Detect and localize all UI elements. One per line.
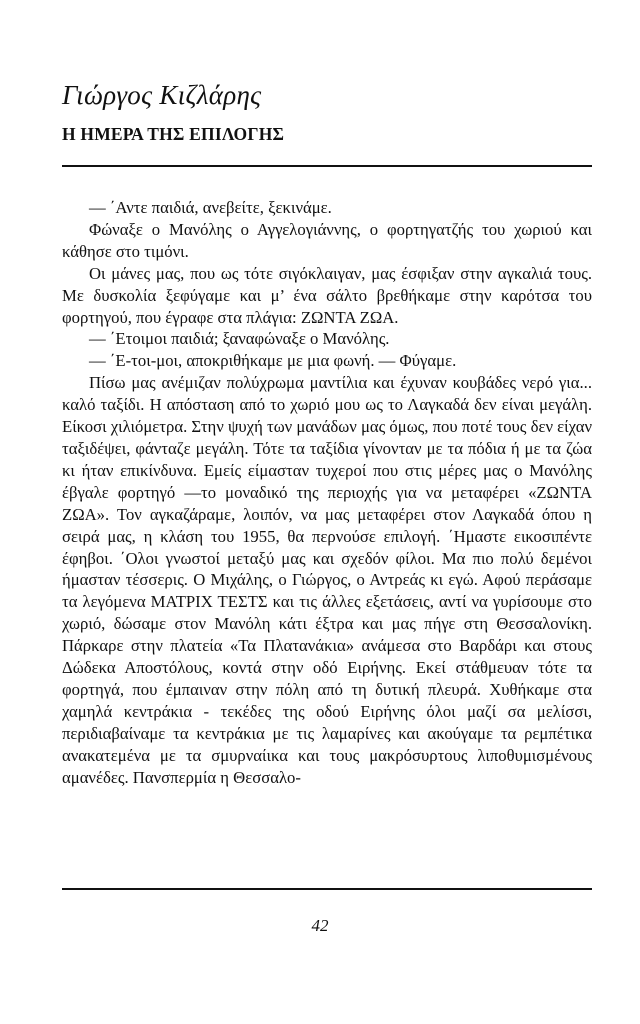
paragraph: — ΄Ετοιμοι παιδιά; ξαναφώναξε ο Μανόλης. (89, 329, 390, 349)
paragraph: Πίσω μας ανέμιζαν πολύχρωμα μαντίλια και έχυναν κουβάδες νερό για... καλό ταξίδι. Η απόσταση από το χωριό μου ως το Λαγκαδά δεν είναι μεγάλη. Είκοσι χιλιόμετρα. Στην ψυχή των μανάδων μας όμως, που ποτέ τους δεν είχαν ταξιδέψει, φάνταζε μεγάλη. Τότε τα ταξίδια γίνονταν με τα πόδια ή με τα ζώα κι ήταν επικίνδυνα. Εμείς είμασταν τυχεροί που στις μέρες μας ο Μανόλης έβγαλε φορτηγό —το μοναδικό της περιοχής για να μεταφέρει «ΖΩΝΤΑ ΖΩΑ». Τον αγκαζάραμε, λοιπόν, να μας μεταφέρει στον Λαγκαδά όπου η σειρά μας, η κλάση του 1955, θα περνούσε επιλογή. ΄Ημαστε εικοσιπέντε έφηβοι. ΄Ολοι γνωστοί μεταξύ μας και σχεδόν φίλοι. Μα πιο πολύ δεμένοι ήμασταν τέσσερις. Ο Μιχάλης, ο Γιώργος, ο Αντρεάς κι εγώ. Αφού περάσαμε τα λεγόμενα ΜΑΤΡΙΧ ΤΕΣΤΣ και τις άλλες εξετάσεις, αντί να γυρίσουμε στο χωριό, δώσαμε στον Μανόλη κάτι έξτρα και μας πήγε στη Θεσσαλονίκη. Πάρκαρε στην πλατεία «Τα Πλατανάκια» ανάμεσα στο Βαρδάρι και στους Δώδεκα Αποστόλους, κοντά στην οδό Ειρήνης. Εκεί στάθμευαν τότε τα φορτηγά, που έμπαιναν στην πόλη από τη δυτική πλευρά. Χυθήκαμε στα χαμηλά κεντράκια - τεκέδες της οδού Ειρήνης όλοι μαζί σα μελίσσι, περιδιαβαίναμε τα κεντράκια με τις λαμαρίνες και ακούγαμε τα ρεμπέτικα ανακατεμένα με τα σμυρναίικα και τους μακρόσυρτους λιποθυμισμένους αμανέδες. Πανσπερμία η Θεσσαλο- (62, 373, 592, 787)
body-text (62, 197, 592, 788)
bottom-rule (62, 888, 592, 890)
page-number: 42 (311, 916, 329, 935)
paragraph: Οι μάνες μας, που ως τότε σιγόκλαιγαν, μας έσφιξαν στην αγκαλιά τους. Με δυσκολία ξεφύγαμε και μ’ ένα σάλτο βρεθήκαμε στην καρότσα του φορτηγού, που έγραφε στα πλάγια: ΖΩΝΤΑ ΖΩΑ. (62, 263, 592, 327)
story-title: Η ΗΜΕΡΑ ΤΗΣ ΕΠΙΛΟΓΗΣ (62, 124, 285, 144)
paragraph: — ΄Ε-τοι-μοι, αποκριθήκαμε με μια φωνή. — Φύγαμε. (89, 351, 457, 371)
author-name: Γιώργος Κιζλάρης (62, 80, 262, 110)
paragraph: Φώναξε ο Μανόλης ο Αγγελογιάννης, ο φορτηγατζής του χωριού και κάθησε στο τιμόνι. (62, 219, 592, 261)
paragraph: — ΄Αντε παιδιά, ανεβείτε, ξεκινάμε. (89, 198, 332, 217)
top-rule (62, 165, 592, 167)
